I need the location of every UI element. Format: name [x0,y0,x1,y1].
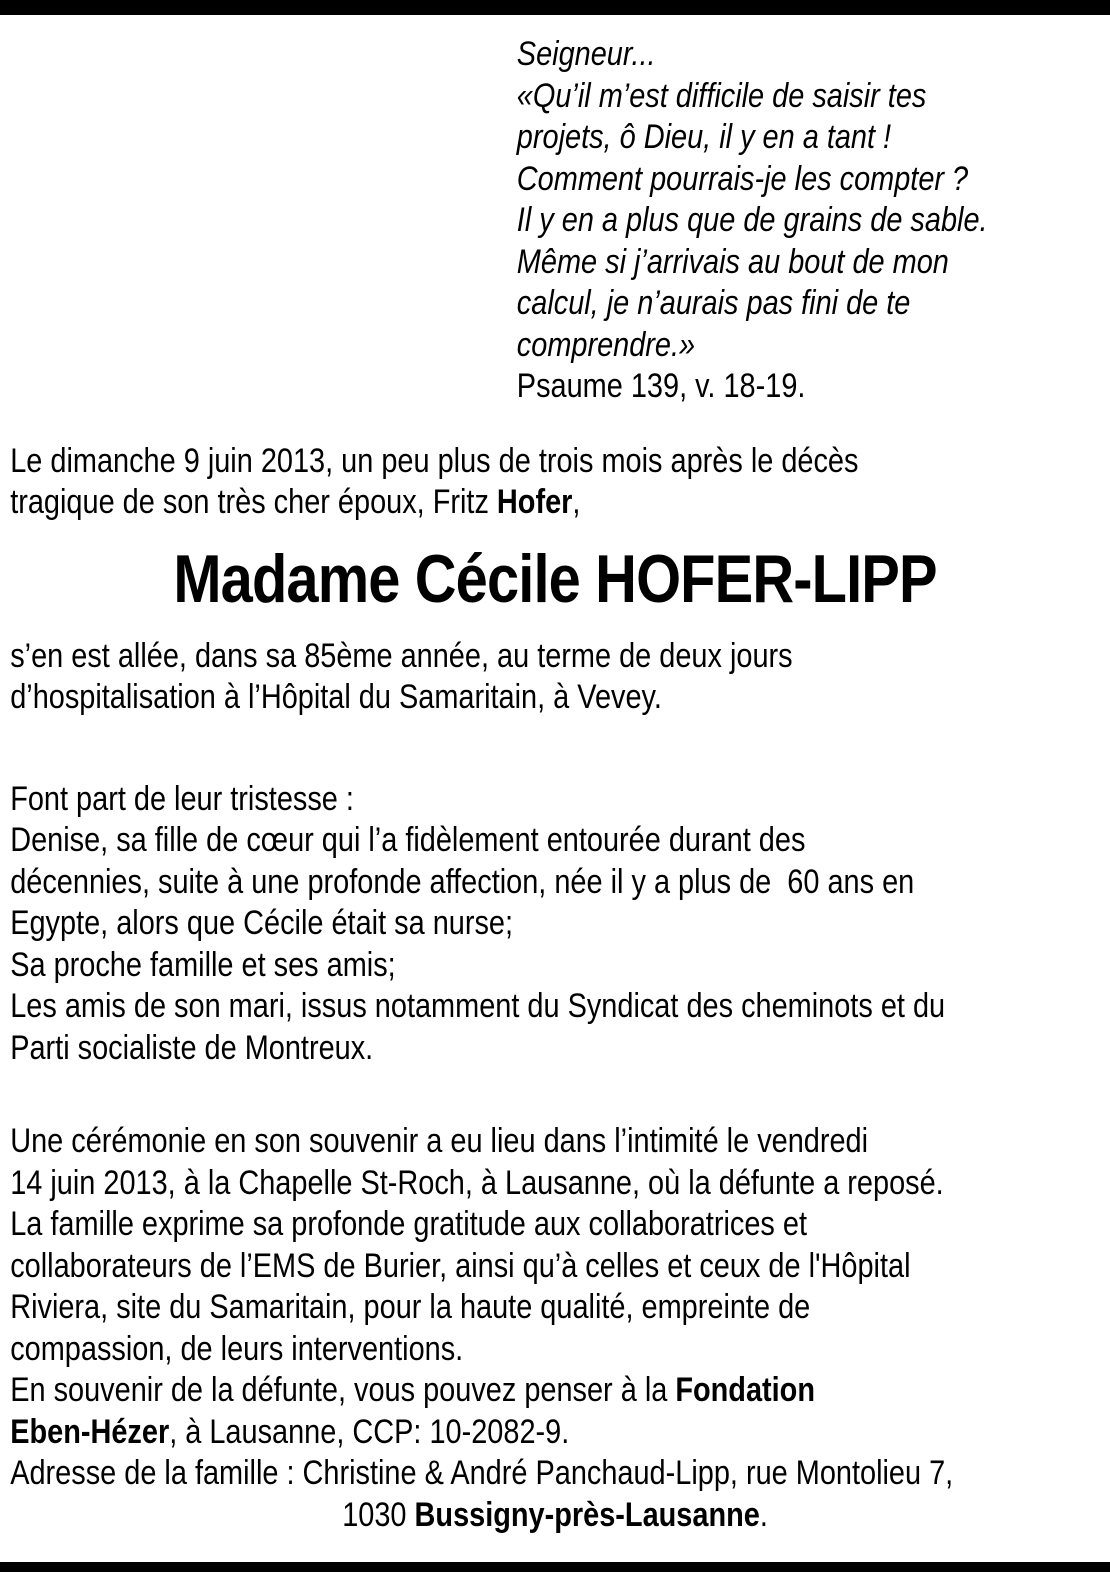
text-segment: Adresse de la famille : Christine & André Panchaud-Lipp, rue Montolieu 7, [10,1454,954,1492]
text-line [0,325,1110,367]
psalm-epigraph [0,34,1110,408]
text-line [0,366,1110,408]
text-segment: Bussigny-près-Lausanne [414,1495,760,1534]
text-segment: 14 juin 2013, à la Chapelle St-Roch, à Lausanne, où la défunte a reposé. [10,1163,944,1202]
text-segment: La famille exprime sa profonde gratitude aux collaboratrices et [10,1205,807,1243]
text-segment: Il y en a plus que de grains de sable. [516,201,988,239]
text-segment: s’en est allée, dans sa 85ème année, au terme de deux jours [10,636,793,675]
text-line [0,1246,1110,1288]
text-segment: Fondation [675,1371,815,1409]
text-segment: «Qu’il m’est difficile de saisir tes [516,76,927,115]
text-segment: Hofer [496,483,573,521]
text-segment: Une cérémonie en son souvenir a eu lieu dans l’intimité le vendredi [10,1122,869,1160]
text-line [0,441,1110,483]
text-line [0,1163,1110,1205]
text-line [0,779,1110,821]
text-segment: Font part de leur tristesse : [10,779,354,818]
text-segment: Le dimanche 9 juin 2013, un peu plus de trois mois après le décès [10,441,859,480]
text-segment: . [759,1495,768,1534]
text-line [0,117,1110,159]
text-segment: , [572,483,581,521]
text-segment: Egypte, alors que Cécile était sa nurse; [10,904,514,942]
text-line [0,482,1110,524]
text-segment: projets, ô Dieu, il y en a tant ! [516,118,892,156]
text-line [0,636,1110,678]
intro-paragraph [0,441,1110,524]
text-line [0,200,1110,242]
text-segment: Seigneur... [516,35,656,73]
text-line [0,1329,1110,1371]
text-segment: Comment pourrais-je les compter ? [516,159,969,198]
death-details-paragraph [0,636,1110,719]
text-line [0,1453,1110,1495]
text-segment: Eben-Hézer [10,1412,170,1451]
text-segment: , à Lausanne, CCP: 10-2082-9. [169,1412,570,1451]
text-segment: Même si j’arrivais au bout de mon [516,242,949,281]
text-line [0,34,1110,76]
text-line [0,242,1110,284]
text-segment: décennies, suite à une profonde affection, née il y a plus de 60 ans en [10,862,915,901]
text-line [0,1121,1110,1163]
text-line [0,862,1110,904]
text-segment: Les amis de son mari, issus notamment du Syndicat des cheminots et du [10,987,946,1025]
text-segment: tragique de son très cher époux, Fritz [10,483,497,521]
text-line [0,1370,1110,1412]
text-line [0,159,1110,201]
text-segment: Psaume 139, v. 18-19. [516,367,806,405]
text-segment: Denise, sa fille de cœur qui l’a fidèlement entourée durant des [10,821,806,859]
text-line [0,1495,1110,1537]
text-segment: d’hospitalisation à l’Hôpital du Samaritain, à Vevey. [10,678,662,716]
text-line [0,903,1110,945]
ceremony-and-family-paragraph [0,1121,1110,1536]
deceased-name-title: Madame Cécile HOFER-LIPP [173,540,937,617]
text-line [0,283,1110,325]
text-line [0,945,1110,987]
text-segment: Parti socialiste de Montreux. [10,1028,374,1067]
text-segment: En souvenir de la défunte, vous pouvez penser à la [10,1371,676,1409]
bottom-border-bar [0,1562,1110,1572]
text-line [0,1204,1110,1246]
text-segment: Riviera, site du Samaritain, pour la haute qualité, empreinte de [10,1288,811,1326]
text-segment: 1030 [342,1495,415,1534]
text-line [0,986,1110,1028]
text-line [0,1412,1110,1454]
mourners-paragraph [0,779,1110,1070]
text-line [0,76,1110,118]
text-segment: collaborateurs de l’EMS de Burier, ainsi qu’à celles et ceux de l'Hôpital [10,1246,911,1285]
text-line [0,820,1110,862]
text-segment: comprendre.» [516,325,696,364]
text-segment: calcul, je n’aurais pas fini de te [516,284,911,322]
text-line [0,677,1110,719]
text-segment: compassion, de leurs interventions. [10,1329,464,1368]
text-line [0,1287,1110,1329]
text-segment: Sa proche famille et ses amis; [10,945,396,984]
text-line [0,1028,1110,1070]
